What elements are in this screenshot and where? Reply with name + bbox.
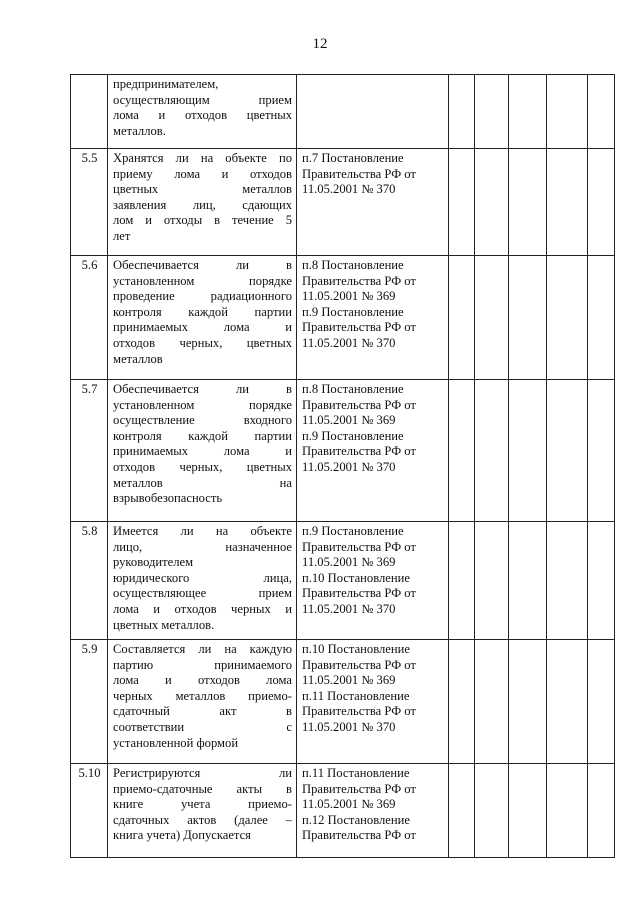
requirement-line: Регистрируются ли (113, 766, 292, 780)
requirement-line: установленной формой (113, 735, 239, 750)
reference-line: 11.05.2001 № 370 (302, 719, 396, 734)
reference-line: Правительства РФ от (302, 166, 416, 181)
answer-cell (449, 764, 475, 858)
requirement-line: заявления лиц, сдающих (113, 197, 292, 212)
answer-cell (509, 380, 547, 522)
answer-cell (588, 522, 615, 640)
reference-line: 11.05.2001 № 369 (302, 555, 396, 570)
requirement-line: осуществляющим прием (113, 92, 292, 107)
reference-line: п.11 Постановление (302, 766, 410, 780)
requirement-line: осуществление входного (113, 413, 292, 428)
table-body (71, 75, 615, 858)
requirement-line: предпринимателем, (113, 77, 219, 91)
requirement-line: установленном порядке (113, 397, 292, 412)
reference-line: п.7 Постановление (302, 151, 404, 165)
reference-line: п.9 Постановление (302, 428, 404, 443)
answer-cell (475, 640, 509, 764)
answer-cell (509, 522, 547, 640)
answer-cell (547, 75, 588, 149)
requirement-line: лома и отходов цветных (113, 108, 292, 123)
requirement-line: лом и отходы в течение 5 (113, 213, 292, 228)
requirement-line: проведение радиационного (113, 289, 292, 304)
reference-line: 11.05.2001 № 369 (302, 673, 396, 688)
answer-cell (449, 380, 475, 522)
requirement-line: принимаемых лома и (113, 444, 292, 459)
requirement-line: отходов черных, цветных (113, 459, 292, 474)
requirement-line: контроля каждой партии (113, 428, 292, 443)
legal-reference (297, 380, 449, 522)
requirement-text (108, 75, 297, 149)
answer-cell (449, 149, 475, 256)
requirement-line: контроля каждой партии (113, 304, 292, 319)
reference-line: п.8 Постановление (302, 382, 404, 396)
requirement-line: Хранятся ли на объекте по (113, 151, 292, 165)
item-number: 5.7 (71, 380, 108, 522)
requirement-line: цветных металлов (113, 182, 292, 197)
reference-line: Правительства РФ от (302, 320, 416, 335)
requirement-line: сдаточных актов (далее – (113, 812, 292, 827)
requirement-line: партию принимаемого (113, 657, 292, 672)
reference-line: 11.05.2001 № 370 (302, 182, 396, 197)
reference-line: 11.05.2001 № 370 (302, 601, 396, 616)
table-row (71, 522, 615, 640)
answer-cell (547, 764, 588, 858)
requirement-line: металлов на (113, 475, 292, 490)
requirement-text (108, 764, 297, 858)
legal-reference (297, 764, 449, 858)
answer-cell (449, 522, 475, 640)
legal-reference (297, 640, 449, 764)
requirement-line: черных металлов приемо- (113, 688, 292, 703)
answer-cell (547, 256, 588, 380)
reference-line: Правительства РФ от (302, 704, 416, 719)
item-number: 5.10 (71, 764, 108, 858)
requirement-line: лома и отходов черных и (113, 601, 292, 616)
reference-line: Правительства РФ от (302, 586, 416, 601)
requirement-line: отходов черных, цветных (113, 335, 292, 350)
reference-line: Правительства РФ от (302, 828, 416, 843)
answer-cell (588, 380, 615, 522)
reference-line: п.9 Постановление (302, 304, 404, 319)
table-row (71, 149, 615, 256)
requirement-line: цветных металлов. (113, 617, 215, 632)
requirement-line: лет (113, 228, 131, 243)
item-number (71, 75, 108, 149)
requirement-text (108, 640, 297, 764)
answer-cell (547, 149, 588, 256)
requirement-line: лицо, назначенное (113, 539, 292, 554)
reference-line: 11.05.2001 № 369 (302, 289, 396, 304)
answer-cell (509, 75, 547, 149)
reference-line: 11.05.2001 № 370 (302, 335, 396, 350)
reference-line: п.10 Постановление (302, 570, 410, 585)
requirement-text (108, 149, 297, 256)
reference-line: Правительства РФ от (302, 539, 416, 554)
answer-cell (449, 75, 475, 149)
legal-reference (297, 75, 449, 149)
reference-line: п.12 Постановление (302, 812, 410, 827)
answer-cell (509, 764, 547, 858)
legal-reference (297, 149, 449, 256)
requirement-line: взрывобезопасность (113, 491, 223, 506)
requirement-text (108, 522, 297, 640)
answer-cell (588, 256, 615, 380)
answer-cell (509, 149, 547, 256)
table-row (71, 764, 615, 858)
reference-line: 11.05.2001 № 369 (302, 797, 396, 812)
requirement-line: соответствии с (113, 719, 292, 734)
requirement-line: Обеспечивается ли в (113, 258, 292, 272)
requirement-line: установленном порядке (113, 273, 292, 288)
requirement-line: приему лома и отходов (113, 166, 292, 181)
reference-line: п.11 Постановление (302, 688, 410, 703)
item-number: 5.5 (71, 149, 108, 256)
requirement-line: Обеспечивается ли в (113, 382, 292, 396)
legal-reference (297, 256, 449, 380)
page-number: 12 (312, 36, 328, 52)
answer-cell (509, 640, 547, 764)
reference-line: п.10 Постановление (302, 642, 410, 656)
requirement-line: Составляется ли на каждую (113, 642, 292, 656)
reference-line: п.9 Постановление (302, 524, 404, 538)
requirement-line: принимаемых лома и (113, 320, 292, 335)
requirement-line: сдаточный акт в (113, 704, 292, 719)
table-row (71, 640, 615, 764)
answer-cell (588, 75, 615, 149)
answer-cell (449, 256, 475, 380)
checklist-table (70, 74, 615, 858)
reference-line: Правительства РФ от (302, 781, 416, 796)
answer-cell (588, 640, 615, 764)
table-row (71, 380, 615, 522)
answer-cell (475, 380, 509, 522)
answer-cell (547, 380, 588, 522)
reference-line: 11.05.2001 № 369 (302, 413, 396, 428)
answer-cell (588, 764, 615, 858)
requirement-line: руководителем (113, 555, 194, 570)
answer-cell (475, 256, 509, 380)
reference-line: п.8 Постановление (302, 258, 404, 272)
item-number: 5.6 (71, 256, 108, 380)
requirement-line: металлов. (113, 123, 166, 138)
answer-cell (475, 522, 509, 640)
answer-cell (475, 75, 509, 149)
requirement-line: книге учета приемо- (113, 797, 292, 812)
requirement-line: Имеется ли на объекте (113, 524, 292, 538)
reference-line: Правительства РФ от (302, 397, 416, 412)
reference-line: Правительства РФ от (302, 273, 416, 288)
table-row (71, 75, 615, 149)
answer-cell (547, 522, 588, 640)
answer-cell (475, 149, 509, 256)
table-row (71, 256, 615, 380)
requirement-line: приемо-сдаточные акты в (113, 781, 292, 796)
answer-cell (588, 149, 615, 256)
requirement-line: книга учета) Допускается (113, 828, 251, 843)
reference-line: 11.05.2001 № 370 (302, 459, 396, 474)
requirement-line: лома и отходов лома (113, 673, 292, 688)
item-number: 5.8 (71, 522, 108, 640)
answer-cell (449, 640, 475, 764)
answer-cell (509, 256, 547, 380)
answer-cell (547, 640, 588, 764)
legal-reference (297, 522, 449, 640)
requirement-line: осуществляющее прием (113, 586, 292, 601)
requirement-text (108, 380, 297, 522)
requirement-text (108, 256, 297, 380)
answer-cell (475, 764, 509, 858)
requirement-line: юридического лица, (113, 570, 292, 585)
reference-line: Правительства РФ от (302, 657, 416, 672)
requirement-line: металлов (113, 351, 163, 366)
item-number: 5.9 (71, 640, 108, 764)
reference-line: Правительства РФ от (302, 444, 416, 459)
